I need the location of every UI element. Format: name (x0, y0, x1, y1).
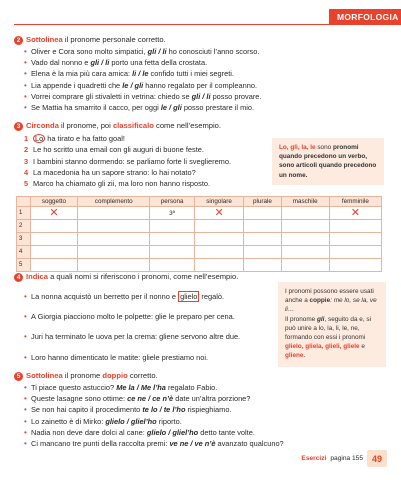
column-header: femminile (329, 197, 381, 207)
list-item (24, 68, 261, 79)
table-cell[interactable] (31, 233, 78, 246)
item-text: Se non hai capito il procedimento (31, 405, 143, 415)
table-cell[interactable] (150, 259, 194, 272)
item-text: posso prestare il mio. (181, 103, 255, 113)
table-cell[interactable] (244, 233, 281, 246)
item-text: Ti piace questo astuccio? (31, 383, 117, 392)
sentence-number: 5 (24, 179, 29, 189)
item-text: A Giorgia piacciono molto le polpette: glie le preparo per cena. (31, 312, 235, 322)
list-item (24, 46, 261, 57)
table-cell[interactable] (281, 207, 329, 220)
section-title: MORFOLOGIA (337, 11, 399, 22)
table-cell[interactable] (77, 220, 149, 233)
pronoun-options[interactable]: le / gli (122, 80, 144, 90)
pronoun-options[interactable]: glielo / gliel’ho (146, 427, 199, 437)
pronoun-options[interactable]: ve ne / ve n’è (169, 439, 216, 449)
table-cell[interactable] (244, 220, 281, 233)
exercise-2 (14, 34, 261, 113)
table-cell[interactable] (77, 259, 149, 272)
sentence-text: ha tirato e ha fatto goal! (45, 134, 125, 143)
item-text: regalò. (199, 292, 225, 301)
table-row (17, 207, 382, 220)
item-text: Vorrei comprare gli stivaletti in vetrina: chiedo se (31, 91, 192, 101)
table-cell[interactable] (329, 220, 381, 233)
table-cell[interactable] (329, 259, 381, 272)
item-text: ho conosciuti l’anno scorso. (166, 47, 260, 56)
item-text: Loro hanno dimenticato le matite: gliele prestiamo noi. (31, 352, 209, 362)
exercise-number: 2 (14, 36, 23, 45)
item-text: detto tante volte. (198, 427, 255, 437)
pronoun-options[interactable]: gli / li (147, 47, 167, 56)
item-text: riporto. (156, 416, 182, 426)
table-cell[interactable] (150, 233, 194, 246)
sentence-number: 3 (24, 156, 29, 166)
column-header: plurale (244, 197, 281, 207)
table-cell[interactable] (194, 246, 244, 259)
table-cell[interactable]: ✕ (31, 207, 78, 220)
note-box-articles: Lo, gli, la, le sono pronomi quando precedono un verbo, sono articoli quando precedono un nome. (272, 138, 384, 185)
table-cell[interactable] (194, 233, 244, 246)
pronoun-options[interactable]: glielo / gliel’ho (105, 416, 157, 426)
sentence-text: Marco ha chiamato gli zii, ma loro non hanno risposto. (33, 179, 211, 189)
table-cell[interactable] (194, 259, 244, 272)
row-number: 1 (17, 207, 31, 220)
list-item (24, 427, 284, 438)
pronoun-options[interactable]: Me la / Me l’ha (116, 383, 166, 392)
list-item (24, 382, 284, 393)
list-item (24, 416, 284, 427)
item-text: Se Mattia ha smarrito il cacco, per oggi (31, 103, 161, 113)
table-cell[interactable] (329, 246, 381, 259)
table-row (17, 233, 382, 246)
column-header: persona (150, 197, 194, 207)
item-text: regalato Fabio. (165, 383, 218, 392)
classification-table (16, 196, 382, 272)
table-cell[interactable] (244, 259, 281, 272)
sentence-item (24, 144, 231, 155)
circled-pronoun[interactable]: Lo (35, 134, 44, 143)
exercise-5-list (24, 382, 284, 449)
column-header: soggetto (31, 197, 78, 207)
table-cell[interactable] (77, 233, 149, 246)
table-header-row (17, 197, 382, 207)
item-text: posso provare. (210, 91, 262, 101)
table-cell[interactable] (281, 259, 329, 272)
column-header (17, 197, 31, 207)
item-text: porto una fetta della crostata. (109, 58, 208, 68)
list-item (24, 311, 240, 322)
page-footer (301, 450, 387, 467)
table-row (17, 246, 382, 259)
row-number: 4 (17, 246, 31, 259)
item-text: hanno regalato per il compleanno. (143, 80, 257, 90)
item-text: confido tutti i miei segreti. (148, 69, 234, 79)
exercise-4-list (24, 291, 240, 363)
exercises-link[interactable]: Esercizi (301, 455, 327, 462)
pronoun-options[interactable]: le / gli (160, 103, 182, 113)
exercise-number: 3 (14, 122, 23, 131)
exercise-2-list (24, 46, 261, 113)
table-cell[interactable] (77, 246, 149, 259)
header-rule (14, 24, 401, 25)
item-text: Juri ha terminato le uova per la crema: gliene servono altre due. (31, 332, 241, 342)
exercise-number: 4 (14, 273, 23, 282)
sentence-item (24, 167, 231, 178)
exercise-4-title: 4 Indica a quali nomi si riferiscono i pronomi, come nell’esempio. (14, 271, 240, 282)
exercise-3 (14, 120, 231, 189)
exercise-4 (14, 271, 240, 363)
page-number: 49 (367, 450, 387, 467)
item-text: Elena è la mia più cara amica: (31, 69, 133, 79)
sentence-text: Le ho scritto una email con gli auguri di buone feste. (33, 145, 204, 155)
item-text: Ci mancano tre punti della raccolta premi: (31, 439, 170, 449)
row-number: 3 (17, 233, 31, 246)
item-text: date un’altra porzione? (173, 394, 251, 404)
list-item (24, 404, 284, 415)
exercise-3-title: 3 Circonda il pronome, poi classificalo come nell’esempio. (14, 120, 231, 131)
table-row (17, 259, 382, 272)
list-item (24, 438, 284, 449)
section-tab (329, 9, 401, 24)
list-item (24, 352, 240, 363)
note-box-double-pronouns: I pronomi possono essere usati anche a coppie: me lo, se la, ve li… Il pronome gli, seguito da e, si può unire a lo, la, li, le, ne, formando con essi i pronomi glielo, gliela, glieli, gliele e gliene. (278, 282, 386, 367)
column-header: maschile (281, 197, 329, 207)
sentence-item (24, 156, 231, 167)
table-cell[interactable] (281, 246, 329, 259)
table-cell[interactable]: ✕ (329, 207, 381, 220)
item-text: Queste lasagne sono ottime: (31, 394, 128, 404)
table-cell[interactable] (31, 246, 78, 259)
sentence-number: 4 (24, 167, 29, 177)
table-cell[interactable] (244, 207, 281, 220)
exercise-5-title: 5 Sottolinea il pronome doppio corretto. (14, 370, 284, 381)
table-cell[interactable] (31, 220, 78, 233)
pronoun-options[interactable]: gli / li (191, 91, 211, 101)
exercise-3-sentences (24, 133, 231, 189)
table-cell[interactable] (77, 207, 149, 220)
list-item (24, 393, 284, 404)
pronoun-options[interactable]: te lo / te l’ho (142, 405, 186, 415)
pronoun-options[interactable]: li / le (132, 69, 149, 79)
exercises-page-ref: pagina 155 (330, 455, 363, 462)
table-cell[interactable] (281, 220, 329, 233)
list-item (24, 102, 261, 113)
sentence-text: La macedonia ha un sapore strano: lo hai notato? (33, 167, 196, 177)
list-item (24, 57, 261, 68)
item-text: Lo zainetto è di Mirko: (31, 416, 106, 426)
sentence-text: I bambini stanno dormendo: se parliamo forte li sveglieremo. (33, 156, 232, 166)
table-row (17, 220, 382, 233)
list-item (24, 291, 240, 302)
sentence-number: 2 (24, 145, 29, 155)
table-cell[interactable] (150, 220, 194, 233)
row-number: 2 (17, 220, 31, 233)
pronoun-options[interactable]: ce ne / ce n’è (127, 394, 174, 404)
item-text: Vado dal nonno e (31, 58, 91, 68)
table-cell[interactable]: ✕ (194, 207, 244, 220)
sentence-item (24, 178, 231, 189)
column-header: singolare (194, 197, 244, 207)
sentence-number: 1 (24, 134, 29, 143)
list-item (24, 91, 261, 102)
item-text: La nonna acquistò un berretto per il nonno e (31, 292, 179, 301)
exercise-2-title: 2 Sottolinea il pronome personale corretto. (14, 34, 261, 45)
table-cell[interactable] (194, 220, 244, 233)
pronoun-options[interactable]: gli / li (90, 58, 110, 68)
item-text: Nadia non deve dare dolci al cane: (31, 427, 147, 437)
list-item (24, 80, 261, 91)
exercise-number: 5 (14, 372, 23, 381)
table-cell[interactable] (281, 233, 329, 246)
row-number: 5 (17, 259, 31, 272)
table-cell[interactable] (244, 246, 281, 259)
item-text: rispieghiamo. (185, 405, 232, 415)
item-text: avanzato qualcuno? (215, 439, 284, 449)
table-cell[interactable] (31, 259, 78, 272)
table-cell[interactable] (329, 233, 381, 246)
list-item (24, 331, 240, 342)
sentence-item (24, 133, 231, 144)
table-cell[interactable]: 3ª (150, 207, 194, 220)
table-cell[interactable] (150, 246, 194, 259)
item-text: Lia appende i quadretti che (31, 80, 123, 90)
exercise-5 (14, 370, 284, 449)
boxed-pronoun[interactable]: glielo (180, 292, 198, 301)
item-text: Oliver e Cora sono molto simpatici, (31, 47, 148, 56)
column-header: complemento (77, 197, 149, 207)
